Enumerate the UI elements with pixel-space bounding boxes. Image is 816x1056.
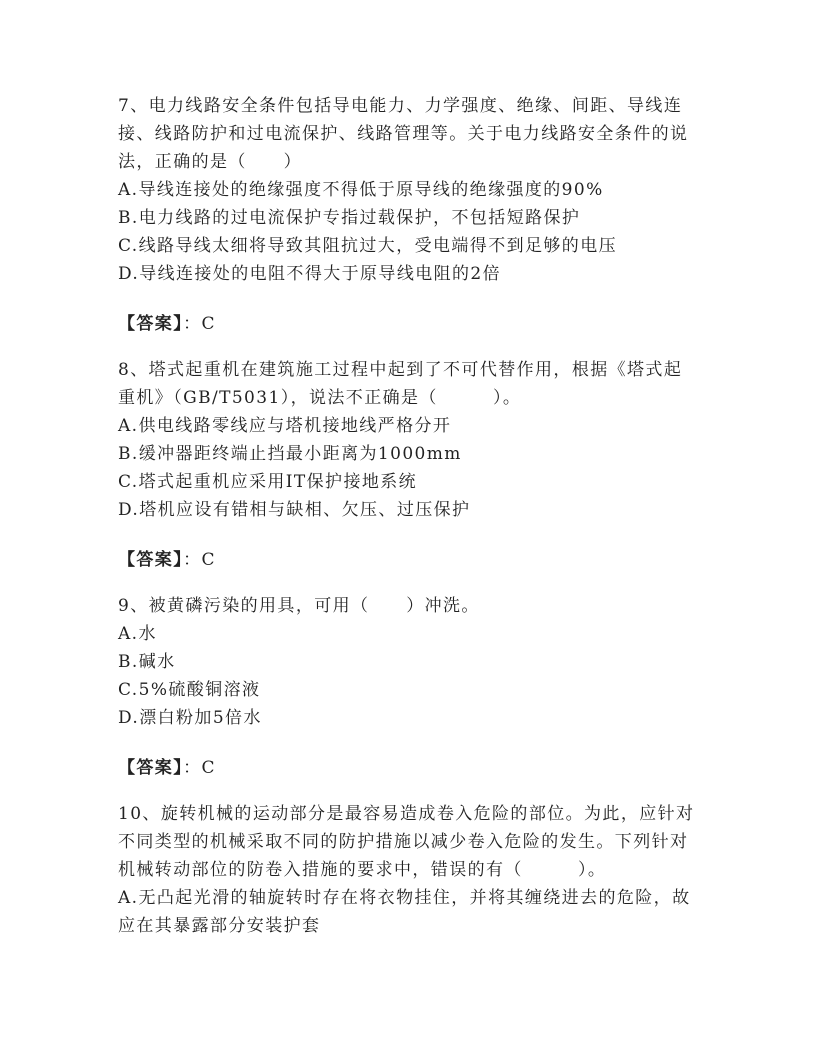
question-10 xyxy=(118,800,698,940)
document-page xyxy=(118,92,698,940)
option-c: C.线路导线太细将导致其阻抗过大，受电端得不到足够的电压 xyxy=(118,236,618,256)
question-stem: 9、被黄磷污染的用具，可用（ ）冲洗。 xyxy=(118,596,480,616)
option-b: B.缓冲器距终端止挡最小距离为1000mm xyxy=(118,444,462,464)
question-7 xyxy=(118,92,698,338)
option-b: B.电力线路的过电流保护专指过载保护，不包括短路保护 xyxy=(118,208,581,228)
option-c: C.5%硫酸铜溶液 xyxy=(118,680,261,700)
option-b: B.碱水 xyxy=(118,652,176,672)
question-stem: 7、电力线路安全条件包括导电能力、力学强度、绝缘、间距、导线连接、线路防护和过电流保护、线路管理等。关于电力线路安全条件的说法，正确的是（ ） xyxy=(118,96,689,172)
answer-line xyxy=(118,546,698,574)
option-a: A.无凸起光滑的轴旋转时存在将衣物挂住，并将其缠绕进去的危险，故应在其暴露部分安装护套 xyxy=(118,888,691,936)
question-9 xyxy=(118,592,698,782)
question-stem: 10、旋转机械的运动部分是最容易造成卷入危险的部位。为此，应针对不同类型的机械采取不同的防护措施以减少卷入危险的发生。下列针对机械转动部位的防卷入措施的要求中，错误的有（ ）。 xyxy=(118,804,695,880)
answer-label: 【答案】 xyxy=(118,314,184,334)
answer-label: 【答案】 xyxy=(118,550,184,570)
option-d: D.导线连接处的电阻不得大于原导线电阻的2倍 xyxy=(118,264,502,284)
answer-line xyxy=(118,754,698,782)
option-a: A.水 xyxy=(118,624,157,644)
answer-value: ：C xyxy=(183,314,216,334)
option-c: C.塔式起重机应采用IT保护接地系统 xyxy=(118,472,418,492)
answer-label: 【答案】 xyxy=(118,758,184,778)
answer-line xyxy=(118,310,698,338)
question-8 xyxy=(118,356,698,574)
option-d: D.塔机应设有错相与缺相、欠压、过压保护 xyxy=(118,500,471,520)
option-a: A.供电线路零线应与塔机接地线严格分开 xyxy=(118,416,452,436)
answer-value: ：C xyxy=(183,758,216,778)
question-stem: 8、塔式起重机在建筑施工过程中起到了不可代替作用，根据《塔式起重机》（GB/T5031），说法不正确是（ ）。 xyxy=(118,360,683,408)
answer-value: ：C xyxy=(183,550,216,570)
option-d: D.漂白粉加5倍水 xyxy=(118,708,262,728)
option-a: A.导线连接处的绝缘强度不得低于原导线的绝缘强度的90% xyxy=(118,180,604,200)
